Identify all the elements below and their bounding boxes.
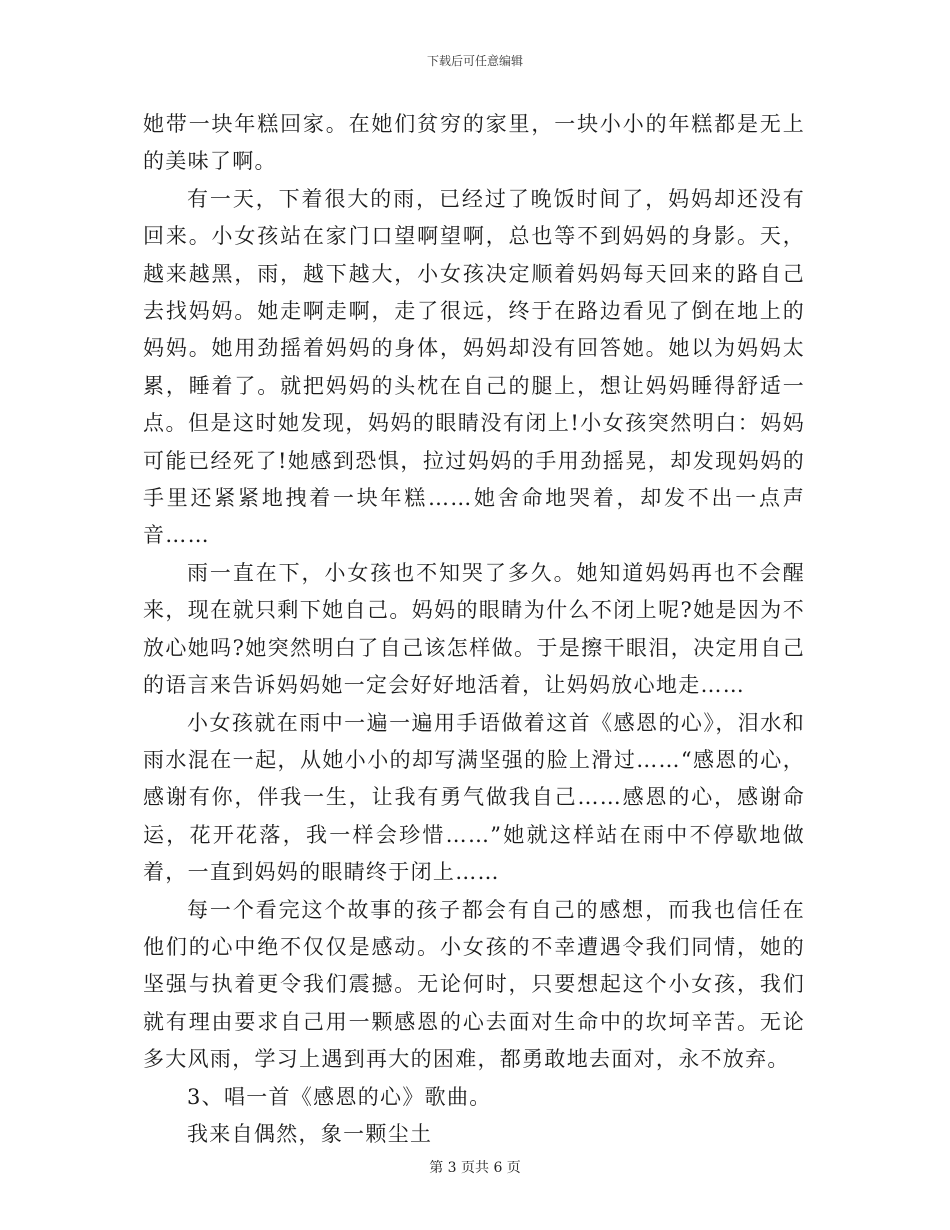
paragraph-1: 她带一块年糕回家。在她们贫穷的家里，一块小小的年糕都是无上的美味了啊。 (143, 112, 805, 174)
paragraph-5: 每一个看完这个故事的孩子都会有自己的感想，而我也信任在他们的心中绝不仅仅是感动。小女孩的不幸遭遇令我们同情，她的坚强与执着更令我们震撼。无论何时，只要想起这个小女孩，我们就有理由要求自己用一颗感恩的心去面对生命中的坎坷辛苦。无论多大风雨，学习上遇到再大的困难，都勇敢地去面对，永不放弃。 (143, 897, 805, 1072)
page-header-note: 下载后可任意编辑 (426, 54, 523, 68)
document-body (143, 106, 805, 1153)
paragraph-4: 小女孩就在雨中一遍一遍用手语做着这首《感恩的心》，泪水和雨水混在一起，从她小小的却写满坚强的脸上滑过……“感恩的心，感谢有你，伴我一生，让我有勇气做我自己……感恩的心，感谢命运，花开花落，我一样会珍惜……”她就这样站在雨中不停歇地做着，一直到妈妈的眼睛终于闭上…… (143, 710, 805, 885)
paragraph-3: 雨一直在下，小女孩也不知哭了多久。她知道妈妈再也不会醒来，现在就只剩下她自己。妈妈的眼睛为什么不闭上呢?她是因为不放心她吗?她突然明白了自己该怎样做。于是擦干眼泪，决定用自己的语言来告诉妈妈她一定会好好地活着，让妈妈放心地走…… (143, 560, 805, 698)
paragraph-2: 有一天，下着很大的雨，已经过了晚饭时间了，妈妈却还没有回来。小女孩站在家门口望啊望啊，总也等不到妈妈的身影。天，越来越黑，雨，越下越大，小女孩决定顺着妈妈每天回来的路自己去找妈妈。她走啊走啊，走了很远，终于在路边看见了倒在地上的妈妈。她用劲摇着妈妈的身体，妈妈却没有回答她。她以为妈妈太累，睡着了。就把妈妈的头枕在自己的腿上，想让妈妈睡得舒适一点。但是这时她发现，妈妈的眼睛没有闭上!小女孩突然明白：妈妈可能已经死了!她感到恐惧，拉过妈妈的手用劲摇晃，却发现妈妈的手里还紧紧地拽着一块年糕……她舍命地哭着，却发不出一点声音…… (143, 186, 805, 548)
page-number: 第 3 页共 6 页 (429, 1160, 521, 1176)
section-heading-song: 3、唱一首《感恩的心》歌曲。 (187, 1084, 492, 1109)
song-lyric-line: 我来自偶然，象一颗尘土 (187, 1121, 433, 1146)
